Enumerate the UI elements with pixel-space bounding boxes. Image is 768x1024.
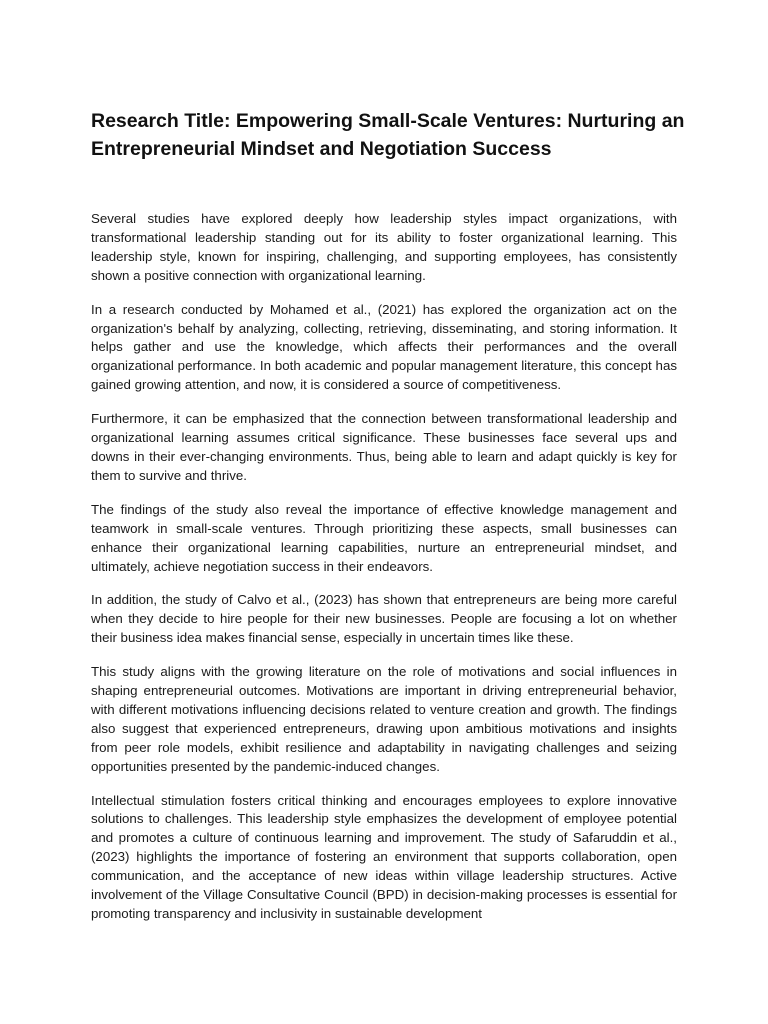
paragraph-4: The findings of the study also reveal the importance of effective knowledge management and teamwork in small-scale ventures. Through prioritizing these aspects, small businesses can enhance their organizational learning capabilities, nurture an entrepreneurial mindset, and ultimately, achieve negotiation success in their endeavors. [91,501,677,574]
document-title: Research Title: Empowering Small-Scale Ventures: Nurturing an Entrepreneurial Mindset and Negotiation Success [91,110,685,160]
paragraph-1: Several studies have explored deeply how leadership styles impact organizations, with transformational leadership standing out for its ability to foster organizational learning. This leadership style, known for inspiring, challenging, and supporting employees, has consistently shown a positive connection with organizational learning. [91,211,677,283]
paragraph-7: Intellectual stimulation fosters critical thinking and encourages employees to explore innovative solutions to challenges. This leadership style emphasizes the development of employee potential and promotes a culture of continuous learning and improvement. The study of Safaruddin et al., (2023) highlights the importance of fostering an environment that supports collaboration, open communication, and the acceptance of new ideas within village leadership structures. Active involvement of the Village Consultative Council (BPD) in decision-making processes is essential for promoting transparency and inclusivity in sustainable development [91,792,677,921]
paragraph-3: Furthermore, it can be emphasized that the connection between transformational leadership and organizational learning assumes critical significance. These businesses face several ups and downs in their ever-changing environments. Thus, being able to learn and adapt quickly is key for them to survive and thrive. [91,411,677,483]
paragraph-2: In a research conducted by Mohamed et al., (2021) has explored the organization act on the organization's behalf by analyzing, collecting, retrieving, disseminating, and storing information. It helps gather and use the knowledge, which affects their performances and the overall organizational performance. In both academic and popular management literature, this concept has gained growing attention, and now, it is considered a source of competitiveness. [91,301,677,393]
paragraph-6: This study aligns with the growing literature on the role of motivations and social influences in shaping entrepreneurial outcomes. Motivations are important in driving entrepreneurial behavior, with different motivations influencing decisions related to venture creation and growth. The findings also suggest that experienced entrepreneurs, drawing upon ambitious motivations and insights from peer role models, exhibit resilience and adaptability in navigating challenges and seizing opportunities presented by the pandemic-induced changes. [91,664,677,774]
document-body [91,210,677,939]
paragraph-5: In addition, the study of Calvo et al., (2023) has shown that entrepreneurs are being more careful when they decide to hire people for their new businesses. People are focusing a lot on whether their business idea makes financial sense, especially in uncertain times like these. [91,592,677,646]
